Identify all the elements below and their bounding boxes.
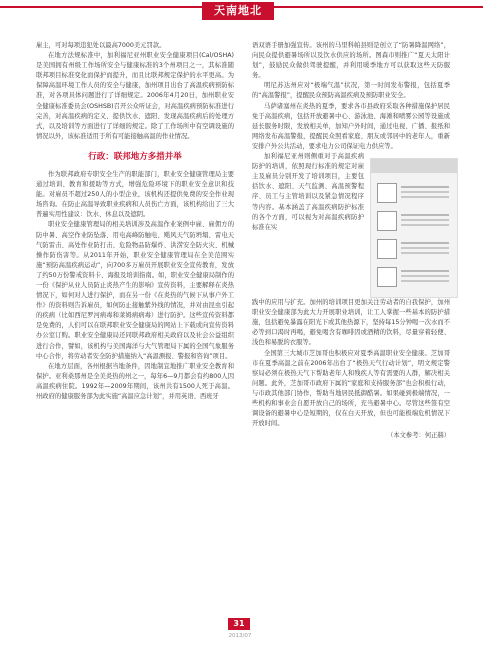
article-paragraph: 全国第三大城市芝加哥也积极应对夏季高温职业安全健康。芝加哥市在夏季高温之前在2006年出台了“极热天气行动计划”，明文规定警察局必须在极热天气下帮助老年人和残疾人等有需要的人群，解决相关问题。此外，芝加哥市政府下属的“家庭和支持服务部”也会积极行动，与市政其他部门协作，帮助当地居民抵御酷暑。如果碰到极端情况，一些机构和事业会自愿开放自己的场所，充当避暑中心。尽管这些签有空调设备的避暑中心是短期的，仅在白天开放，但也可能极端危机情况下开放时间。 xyxy=(252,349,450,428)
poster-row xyxy=(377,211,451,233)
article-paragraph: 加利福尼亚州则侧重对于高温疾病防护的培训，依照现行标准的规定对雇主及雇员分别开发了培训项目，主要包括饮水、遮阳、天气监测、高温预警程序、员工与主管培训以及紧急情况程序等内容。基本涵盖了高温疾病防护标准的各个方面，可以视为对高温疾病防护标准在实 xyxy=(252,153,364,231)
article-paragraph: 语双语手册加强宣传。该州的马里科帕县则是创立了“防暑降温网络”，向民众提供避暑场所以及饮水供应的场所。图森市则推广“夏天太阳计划”，鼓励民众做供驾驶提醒，并利用暖季地方可以获取这些天防服务。 xyxy=(252,42,450,80)
shade-icon xyxy=(377,239,397,259)
poster-row xyxy=(377,267,451,289)
article-paragraph: 明尼苏达州应对“极端气温”状况，第一时间发布警报，包括夏季的“高温警报”，提醒民众预防高温疾病及预防职业安全。 xyxy=(252,82,450,100)
page-number: 31 xyxy=(228,618,250,630)
heat-safety-poster-image xyxy=(370,158,458,298)
rest-icon xyxy=(377,211,397,231)
article-left-column xyxy=(36,41,234,402)
article-paragraph: 雇主，可对每项违犯处以最高7000美元罚款。 xyxy=(36,42,166,49)
poster-header-band xyxy=(371,159,457,173)
poster-text-lines xyxy=(401,214,449,216)
poster-row xyxy=(377,183,451,205)
section-heading-text: 行政：联邦地方多措并举 xyxy=(88,151,182,162)
poster-text-lines xyxy=(401,242,449,244)
poster-text-lines xyxy=(401,270,449,272)
article-credit: （本文参考：何正赫） xyxy=(387,432,450,440)
article-paragraph: 作为联邦政府专职安全生产的职能部门，职业安全健康管理局主要通过培训、教育和援助等方式，增强危险环境下的职业安全意识和技能。对雇员不超过250人的小型企业，该机构还提供免费的安全作业现场咨询。在防止高温导致职业疾病和人员伤亡方面，该机构给出了三大普遍实用性建议：饮水、休息以及遮阴。 xyxy=(36,170,234,219)
poster-row xyxy=(377,239,451,261)
article-right-column xyxy=(252,41,450,441)
article-paragraph: 在地方层面，各州根据当地条件，因地制宜地推广职业安全教育和保护。亚利桑那州是全美炎热的州之一，每年6—9月都会有约800人因高温疾病住院。1992年—2009年期间，该州共有1500人死于高温。州政府的健康服务部为此实施“高温应急计划”，并用英语、西班牙 xyxy=(36,362,234,400)
article-paragraph: 马萨诸塞州在炎热的夏季，要求各市县政府采取各种措施保护居民免于高温疾病，包括开放避暑中心、游泳池、海滩和喷雾公园等设施或延长服务时限，发放相关单，加知户外时间，通过电视、广播、报纸和网络发布高温警报，提醒民众照看家庭、朋友或邻居中的老年人，重新安排户外公共活动，要求电力公司保证电力供应等。 xyxy=(252,102,450,150)
poster-text-lines xyxy=(401,186,449,188)
section-heading xyxy=(36,151,234,163)
article-paragraph: 在地方法规标准中，加利福尼亚州职业安全健康项目(Cal/OSHA)是美国拥有州级工作场所安全与健康标准的3个州项目之一，其标准随联邦项目标准变化而保护而提升，而且比联邦规定保护的水平更高。为保障高温环境工作人员的安全与健康，加州项目出台了高温疾病预防标准，对各项具体问题进行了详细规定。2006年4月20日，加州职业安全健康标准委员会(OSHSB)召开公众听证会，对高温疾病预防标准进行完善，对高温疾病的定义、提供饮水、遮阳、发现高温疾病后的处理方式，以及培训等方面进行了详细的规定。除了工作场所中有空调设施的情况以外，该标准适用于所有可能接触高温的作业情况。 xyxy=(36,52,234,140)
article-paragraph: 职业安全健康管理局的相关培训涉及高温作业案例中雇、雇佣方的防中暑、高空作业防坠落、用电高峰防触电、飓风天气防坍塌、雷电天气防雷击、高处作业防打击、危险物品防爆炸、洪涝安全防火灾、机械操作防伤害等。从2011年开始，职业安全健康管理局在全美范围实施“预防高温疾病运动”，向700多万雇员开展职业安全宣传教育，发放了约50万份警戒资料卡、海报及培训指南。如，职业安全健康局制作的一份《保护从业人员防止炎热产生的影响》宣传资料，主要解释在炎热情况下，如何对人进行保护，而在另一份《在炎热的气候下从事户外工作》的资料则告诉雇员，如何防止接触紫外线的情况，并对由昆虫引起的疾病（比如西尼罗河病毒和莱姆病病毒）进行防护。这些宣传资料都是免费的，人们可以在联邦职业安全健康局的网站上下载或向宣传资料办公室订购。职业安全健康局还同联邦政府相关政府以及社会公益组织进行合作，譬如，该机构与美国海洋与大气管理局下属的全国气象服务中心合作，将劳动者安全防护措施纳入“高温测报、警报和咨询”项目。 xyxy=(36,221,234,360)
section-title: 天南地北 xyxy=(202,2,274,20)
text-with-image xyxy=(252,152,450,298)
issue-label: 2013/07 xyxy=(228,633,252,639)
water-icon xyxy=(377,183,397,203)
article-paragraph: 践中的应用与扩充。加州的培训项目更加关注劳动者的自我保护，加州职业安全健康部为此大力开展职业培训，让工人掌握一些基本的防护措施，包括避免暴露在阳光下或其他热源下，坚持每15分钟喝一次水而不必等到口渴时再喝，避免喝含有咖啡因或酒精的饮料，尽量穿着轻便、浅色和易脱的衣服等。 xyxy=(252,299,450,347)
sun-icon xyxy=(377,267,397,287)
